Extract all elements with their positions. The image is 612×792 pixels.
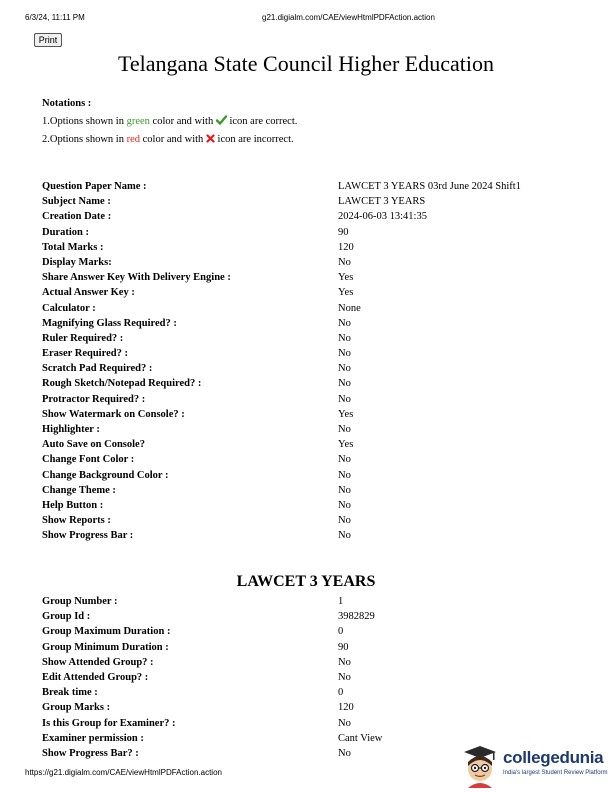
- info-value: No: [338, 484, 351, 496]
- info-label: Change Theme :: [42, 484, 116, 496]
- info-label: Rough Sketch/Notepad Required? :: [42, 378, 202, 390]
- info-label: Show Watermark on Console? :: [42, 408, 185, 420]
- info-value: 0: [338, 626, 344, 638]
- info-row: [42, 316, 582, 331]
- info-label: Subject Name :: [42, 196, 111, 208]
- info-value: No: [338, 393, 351, 405]
- info-label: Magnifying Glass Required? :: [42, 317, 177, 329]
- info-label: Scratch Pad Required? :: [42, 363, 153, 375]
- info-row: [42, 270, 582, 285]
- info-value: No: [338, 332, 351, 344]
- info-value: No: [338, 363, 351, 375]
- info-value: No: [338, 454, 351, 466]
- info-row: [42, 528, 582, 543]
- info-row: [42, 209, 582, 224]
- print-datetime: 6/3/24, 11:11 PM: [25, 13, 85, 22]
- info-row: [42, 407, 582, 422]
- info-row: [42, 225, 582, 240]
- red-word: red: [126, 134, 141, 145]
- info-value: 1: [338, 596, 344, 607]
- info-value: No: [338, 256, 351, 268]
- info-value: Yes: [338, 439, 354, 451]
- info-row: [42, 452, 582, 467]
- info-value: No: [338, 515, 351, 527]
- info-row: [42, 609, 582, 624]
- info-label: Creation Date :: [42, 211, 112, 223]
- info-row: [42, 468, 582, 483]
- notation-correct-suffix: icon are correct.: [226, 116, 298, 127]
- cross-icon: [206, 134, 215, 146]
- info-value: No: [338, 317, 351, 329]
- info-label: Duration :: [42, 226, 89, 238]
- print-button[interactable]: Print: [34, 33, 62, 47]
- page-title: Telangana State Council Higher Education: [117, 51, 494, 76]
- info-row: [42, 640, 582, 655]
- info-label: Show Progress Bar :: [42, 530, 134, 542]
- info-value: 120: [338, 241, 354, 253]
- info-row: [42, 346, 582, 361]
- mascot-icon: [460, 742, 500, 788]
- info-value: Yes: [338, 272, 354, 284]
- info-row: [42, 240, 582, 255]
- notation-incorrect-suffix: icon are incorrect.: [214, 134, 294, 145]
- info-label: Change Font Color :: [42, 454, 135, 466]
- info-value: No: [338, 499, 351, 511]
- info-row: [42, 179, 582, 194]
- info-row: [42, 700, 582, 715]
- info-value: No: [338, 469, 351, 481]
- info-value: LAWCET 3 YEARS 03rd June 2024 Shift1: [338, 181, 521, 192]
- info-label: Is this Group for Examiner? :: [42, 717, 176, 729]
- info-label: Group Minimum Duration :: [42, 641, 169, 653]
- info-label: Auto Save on Console?: [42, 439, 145, 451]
- info-label: Question Paper Name :: [42, 181, 147, 192]
- info-label: Share Answer Key With Delivery Engine :: [42, 272, 231, 284]
- info-row: [42, 285, 582, 300]
- logo-wordmark: collegedunia: [503, 748, 604, 767]
- info-label: Total Marks :: [42, 241, 104, 253]
- info-label: Ruler Required? :: [42, 332, 124, 344]
- info-label: Break time :: [42, 687, 98, 699]
- notation-incorrect-mid: color and with: [140, 134, 206, 145]
- info-row: [42, 301, 582, 316]
- info-label: Change Background Color :: [42, 469, 169, 481]
- info-value: 2024-06-03 13:41:35: [338, 211, 427, 223]
- green-word: green: [126, 116, 150, 127]
- info-value: 90: [338, 641, 349, 653]
- notation-incorrect: [42, 134, 297, 146]
- info-value: Yes: [338, 408, 354, 420]
- section-title: LAWCET 3 YEARS: [236, 573, 376, 590]
- info-label: Actual Answer Key :: [42, 287, 135, 299]
- info-row: [42, 670, 582, 685]
- info-row: [42, 624, 582, 639]
- info-label: Highlighter :: [42, 424, 100, 435]
- info-row: [42, 331, 582, 346]
- info-row: [42, 392, 582, 407]
- info-label: Edit Attended Group? :: [42, 671, 149, 683]
- notations: [42, 98, 297, 146]
- paper-info-table: [42, 179, 582, 544]
- page-url: g21.digialm.com/CAE/viewHtmlPDFAction.action: [262, 13, 435, 22]
- info-row: [42, 483, 582, 498]
- info-row: [42, 685, 582, 700]
- info-row: [42, 194, 582, 209]
- info-value: Cant View: [338, 732, 383, 744]
- group-info-table: [42, 594, 582, 761]
- logo-tagline: India's largest Student Review Platform: [503, 770, 608, 776]
- notations-heading: Notations :: [42, 98, 92, 109]
- info-row: [42, 513, 582, 528]
- info-label: Examiner permission :: [42, 732, 144, 744]
- info-label: Help Button :: [42, 499, 104, 511]
- info-label: Eraser Required? :: [42, 348, 128, 360]
- notation-incorrect-prefix: 2.Options shown in: [42, 134, 127, 145]
- info-row: [42, 716, 582, 731]
- info-row: [42, 255, 582, 270]
- info-value: No: [338, 348, 351, 360]
- info-value: 0: [338, 687, 344, 699]
- info-value: No: [338, 424, 351, 435]
- info-value: LAWCET 3 YEARS: [338, 196, 426, 208]
- notation-correct: [42, 115, 297, 128]
- info-label: Group Maximum Duration :: [42, 626, 171, 638]
- info-label: Group Number :: [42, 596, 118, 607]
- info-value: No: [338, 717, 351, 729]
- info-value: 120: [338, 702, 354, 714]
- info-value: Yes: [338, 287, 354, 299]
- info-value: No: [338, 378, 351, 390]
- info-row: [42, 361, 582, 376]
- info-label: Display Marks:: [42, 256, 112, 268]
- info-row: [42, 376, 582, 391]
- info-row: [42, 498, 582, 513]
- info-value: No: [338, 656, 351, 668]
- info-label: Group Marks :: [42, 702, 111, 714]
- notation-correct-prefix: 1.Options shown in: [42, 116, 127, 127]
- info-value: No: [338, 747, 351, 759]
- info-row: [42, 594, 582, 609]
- info-label: Protractor Required? :: [42, 393, 146, 405]
- notation-correct-mid: color and with: [149, 116, 216, 127]
- info-label: Group Id :: [42, 611, 91, 623]
- info-label: Show Progress Bar? :: [42, 747, 139, 759]
- collegedunia-logo: [460, 742, 610, 788]
- info-label: Show Reports :: [42, 515, 111, 527]
- info-row: [42, 422, 582, 437]
- info-label: Calculator :: [42, 302, 96, 314]
- info-row: [42, 437, 582, 452]
- info-value: 90: [338, 226, 349, 238]
- info-value: No: [338, 671, 351, 683]
- info-row: [42, 655, 582, 670]
- info-label: Show Attended Group? :: [42, 656, 154, 668]
- info-value: None: [338, 302, 361, 314]
- info-value: 3982829: [338, 611, 375, 623]
- footer-url: https://g21.digialm.com/CAE/viewHtmlPDFAction.action: [25, 768, 222, 777]
- info-value: No: [338, 530, 351, 542]
- check-icon: [216, 115, 227, 128]
